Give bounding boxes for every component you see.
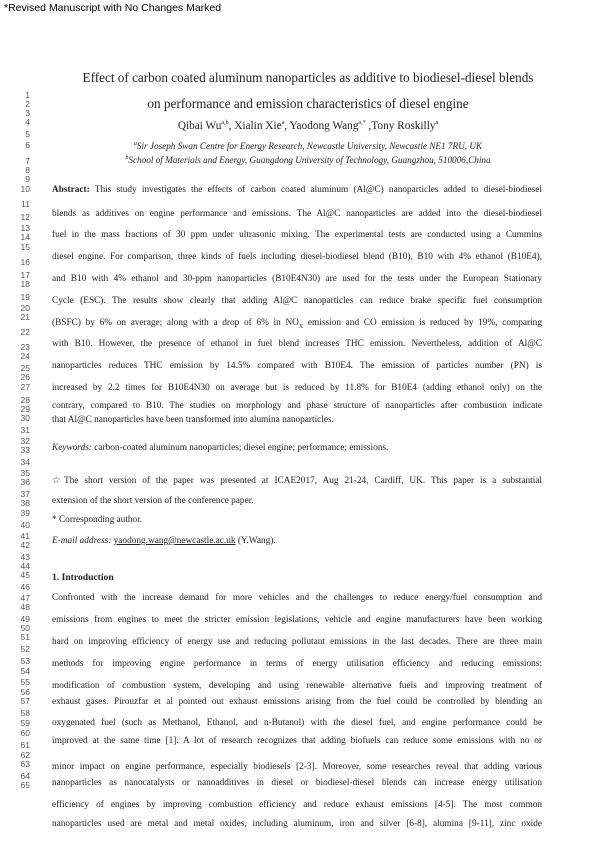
line-number: 42 xyxy=(20,540,30,550)
intro-line: emissions from engines to meet the stricter emission legislations, vehicle and engine manufacturers have been working xyxy=(52,615,542,625)
line-number: 23 xyxy=(20,342,30,352)
author-name: , Xialin Xie xyxy=(228,120,282,132)
intro-line: hard on improving efficiency of energy use and reducing pollutant emissions in the last decades. There are three main xyxy=(52,637,542,647)
line-number: 10 xyxy=(20,184,30,194)
email-tail: (Y.Wang). xyxy=(235,536,276,546)
abstract-line: with B10. However, the presence of ethanol in fuel blend increases THC emission. Nevertheless, addition of Al@C xyxy=(52,339,542,349)
keywords-line xyxy=(52,444,542,453)
line-number: 35 xyxy=(20,468,30,478)
line-number: 2 xyxy=(25,99,30,109)
line-number: 27 xyxy=(20,382,30,392)
author-name: Qibai Wu xyxy=(177,120,222,132)
intro-line: efficiency of engines by improving combustion efficiency and reduce exhaust emissions [4-5]. The most common xyxy=(52,800,542,810)
intro-line: minor impact on engine performance, especially biodiesels [2-3]. Moreover, some researches reveal that adding various xyxy=(52,762,542,772)
author-name: , Yaodong Wang xyxy=(284,120,359,132)
line-number: 33 xyxy=(20,445,30,455)
line-number: 49 xyxy=(20,614,30,624)
line-number: 44 xyxy=(20,561,30,571)
intro-line: nanoparticles used are metal and metal oxides, including aluminum, iron and silver [6-8], alumina [9-11], zinc oxide xyxy=(52,819,542,829)
line-number: 59 xyxy=(20,718,30,728)
line-number: 17 xyxy=(20,270,30,280)
line-number: 55 xyxy=(20,677,30,687)
line-number: 54 xyxy=(20,666,30,676)
abstract-line: blends as additives on engine performance and emissions. The Al@C nanoparticles are added into the diesel-biodiesel xyxy=(52,209,542,219)
line-number: 12 xyxy=(20,212,30,222)
abstract-line: diesel engine. For comparison, three kinds of fuels including diesel-biodiesel blend (B10), B10 with 4% ethanol (B10E4), xyxy=(52,252,542,262)
author-list xyxy=(40,120,576,132)
abstract-line: Cycle (ESC). The results show clearly that adding Al@C nanoparticles can reduce brake specific fuel consumption xyxy=(52,296,542,306)
abstract-line: contrary, compared to B10. The studies on morphology and phase structure of nanoparticles after combustion indicate xyxy=(52,401,542,411)
line-number: 31 xyxy=(20,425,30,435)
line-number: 16 xyxy=(20,257,30,267)
line-number: 30 xyxy=(20,413,30,423)
line-number: 57 xyxy=(20,696,30,706)
line-number: 39 xyxy=(20,508,30,518)
author-affil-mark: a,* xyxy=(358,120,366,127)
line-number: 40 xyxy=(20,520,30,530)
line-number: 25 xyxy=(20,363,30,373)
affiliation-b xyxy=(40,155,576,165)
nox-subscript: X xyxy=(298,323,304,330)
line-number: 34 xyxy=(20,457,30,467)
email-link[interactable]: yaodong.wang@newcastle.ac.uk xyxy=(113,536,236,546)
manuscript-banner: *Revised Manuscript with No Changes Marked xyxy=(4,2,222,14)
line-number: 21 xyxy=(20,312,30,322)
line-number: 53 xyxy=(20,656,30,666)
line-number: 37 xyxy=(20,489,30,499)
line-number: 58 xyxy=(20,708,30,718)
affiliation-mark: a xyxy=(133,141,137,147)
intro-line: oxygenated fuel (such as Methanol, Ethanol, and n-Butanol) with the diesel fuel, and engine performance could be xyxy=(52,718,542,728)
line-number: 50 xyxy=(20,623,30,633)
line-number: 48 xyxy=(20,602,30,612)
line-number: 38 xyxy=(20,498,30,508)
keywords-text: carbon-coated aluminum nanoparticles; diesel engine; performance; emissions. xyxy=(91,443,389,453)
affiliation-mark: b xyxy=(125,155,129,161)
line-number: 20 xyxy=(20,303,30,313)
affiliation-text: Sir Joseph Swan Centre for Energy Research, Newcastle University, Newcastle NE1 7RU, UK xyxy=(136,141,483,152)
section-heading-introduction: 1. Introduction xyxy=(52,572,114,583)
line-number: 46 xyxy=(20,582,30,592)
paper-title-line-1: Effect of carbon coated aluminum nanoparticles as additive to biodiesel-diesel blends xyxy=(82,70,534,85)
line-number: 18 xyxy=(20,279,30,289)
line-number: 62 xyxy=(20,750,30,760)
line-number: 45 xyxy=(20,570,30,580)
line-number: 63 xyxy=(20,759,30,769)
corresponding-author-note: * Corresponding author. xyxy=(52,515,143,525)
line-number: 65 xyxy=(20,780,30,790)
abstract-text: (BSFC) by 6% on average; along with a drop of 6% in NO xyxy=(52,318,299,328)
paper-title-line-2: on performance and emission characteristics of diesel engine xyxy=(147,96,469,111)
line-number: 1 xyxy=(25,90,30,100)
abstract-text: This study investigates the effects of carbon coated aluminum (Al@C) nanoparticles added to diesel-biodiesel xyxy=(89,185,542,195)
line-number: 60 xyxy=(20,728,30,738)
line-number: 64 xyxy=(20,771,30,781)
affiliation-text: School of Materials and Energy, Guangdong University of Technology, Guangzhou, 510006,China xyxy=(128,155,491,166)
line-number: 5 xyxy=(25,129,30,139)
line-number: 11 xyxy=(21,199,30,209)
line-number: 47 xyxy=(20,593,30,603)
line-number: 6 xyxy=(25,140,30,150)
line-number: 7 xyxy=(25,156,30,166)
author-affil-mark: a xyxy=(281,120,285,127)
line-number: 32 xyxy=(20,436,30,446)
line-number: 19 xyxy=(20,292,30,302)
conference-note-line: ☆The short version of the paper was presented at ICAE2017, Aug 21-24, Cardiff, UK. This paper is a substantial xyxy=(52,476,542,486)
intro-line: improved at the same time [1]. A lot of research recognizes that adding biofuels can reduce some emissions with no or xyxy=(52,736,542,746)
line-number: 4 xyxy=(25,117,30,127)
abstract-line xyxy=(52,319,542,330)
abstract-label: Abstract: xyxy=(52,185,90,195)
abstract-line xyxy=(52,186,542,195)
line-number: 26 xyxy=(20,372,30,382)
affiliation-a xyxy=(40,141,576,151)
intro-line: methods for improving engine performance in terms of energy utilisation efficiency and reducing emissions: xyxy=(52,659,542,669)
intro-line: exhaust gases. Pirouzfar et al pointed out exhaust emissions arising from the fuel could be controlled by blending an xyxy=(52,697,542,707)
line-number: 36 xyxy=(20,477,30,487)
line-number: 24 xyxy=(20,351,30,361)
intro-line: nanoparticles as nanocatalysts or nanoadditives in diesel or biodiesel-diesel blends can increase energy utilisation xyxy=(52,778,542,788)
abstract-text: emission and CO emission is reduced by 19%, comparing xyxy=(303,318,542,328)
author-name: ,Tony Roskilly xyxy=(365,120,436,132)
line-number: 56 xyxy=(20,687,30,697)
abstract-line: that Al@C nanoparticles have been transformed into alumina nanoparticles. xyxy=(52,415,334,425)
line-number: 52 xyxy=(20,644,30,654)
author-affil-mark: a,b xyxy=(221,120,229,127)
line-number: 3 xyxy=(25,108,30,118)
line-number: 9 xyxy=(25,174,30,184)
intro-line: Confronted with the increase demand for more vehicles and the challenges to reduce energy/fuel consumption and xyxy=(52,593,542,603)
keywords-label: Keywords: xyxy=(52,443,92,453)
abstract-line: fuel in the mass fractions of 30 ppm under ultrasonic mixing. The experimental tests are conducted using a Cummins xyxy=(52,230,542,240)
line-number: 28 xyxy=(20,395,30,405)
email-label: E-mail address: xyxy=(52,536,112,546)
line-number: 43 xyxy=(20,552,30,562)
line-number: 15 xyxy=(20,242,30,252)
email-line xyxy=(52,537,542,546)
line-number: 14 xyxy=(20,232,30,242)
line-number: 13 xyxy=(20,223,30,233)
author-affil-mark: a xyxy=(435,120,439,127)
line-number: 8 xyxy=(25,165,30,175)
line-number: 22 xyxy=(20,327,30,337)
line-number: 61 xyxy=(20,740,30,750)
line-number: 51 xyxy=(20,632,30,642)
abstract-line: increased by 2.2 times for B10E4N30 on average but is reduced by 11.8% for B10E4 (adding ethanol only) on the xyxy=(52,383,542,393)
abstract-line: and B10 with 4% ethanol and 30-ppm nanoparticles (B10E4N30) are used for the tests under the European Stationary xyxy=(52,274,542,284)
line-number: 41 xyxy=(20,531,30,541)
conference-note-line: extension of the short version of the conference paper. xyxy=(52,496,254,506)
intro-line: modification of combustion system, developing and using renewable alternative fuels and improving treatment of xyxy=(52,681,542,691)
line-number: 29 xyxy=(20,404,30,414)
abstract-line: nanoparticles reduces THC emission by 14.5% compared with B10E4. The emission of particles number (PN) is xyxy=(52,361,542,371)
